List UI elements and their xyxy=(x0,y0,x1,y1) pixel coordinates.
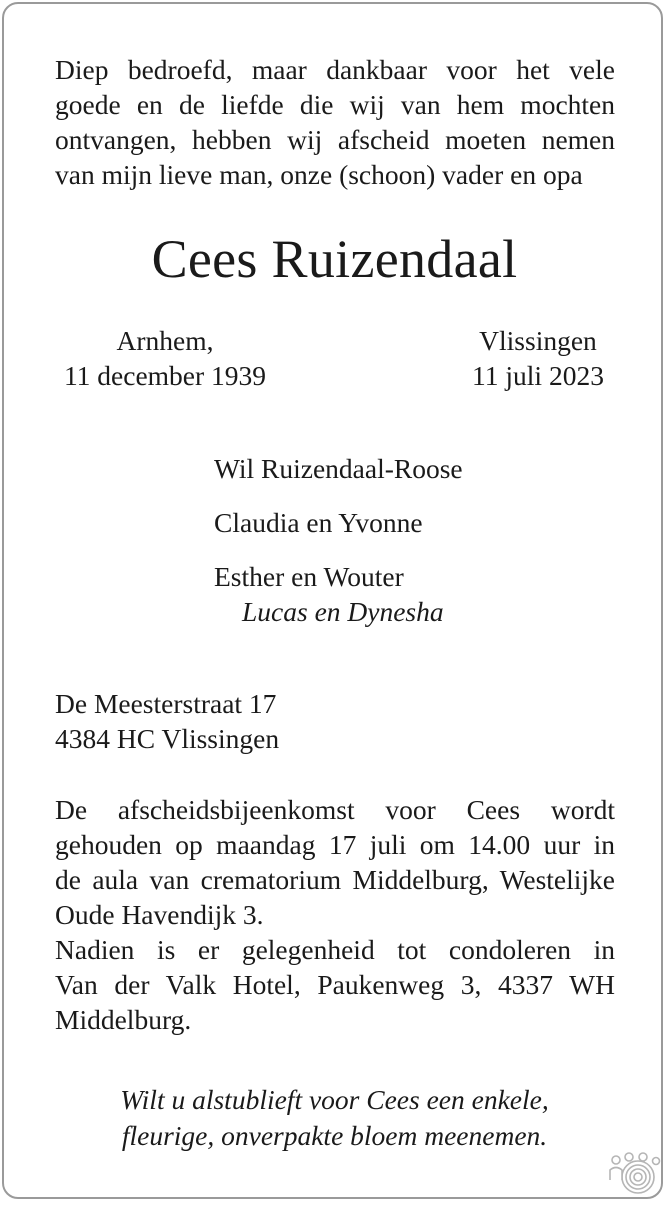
ceremony-paragraph xyxy=(55,792,615,1037)
family-spouse: Wil Ruizendaal-Roose xyxy=(214,453,463,484)
flower-request xyxy=(0,1082,669,1154)
ceremony-line: gehouden op maandag 17 juli om 14.00 uur in xyxy=(55,829,615,860)
intro-line: van mijn lieve man, onze (schoon) vader en opa xyxy=(55,159,583,190)
family-child: Esther en Wouter xyxy=(214,561,404,592)
death-block xyxy=(462,323,614,393)
ceremony-line: Middelburg. xyxy=(55,1004,192,1035)
family-list xyxy=(214,451,614,629)
birth-date: 11 december 1939 xyxy=(63,360,267,391)
ceremony-line: Nadien is er gelegenheid tot condoleren in xyxy=(55,934,615,965)
request-line: Wilt u alstublieft voor Cees een enkele, xyxy=(120,1084,549,1115)
address-postal-city: 4384 HC Vlissingen xyxy=(55,723,280,754)
family-grandchildren: Lucas en Dynesha xyxy=(242,596,444,627)
birth-place: Arnhem, xyxy=(116,325,214,356)
death-place: Vlissingen xyxy=(479,325,597,356)
ceremony-line: De afscheidsbijeenkomst voor Cees wordt xyxy=(55,794,615,825)
intro-line: goede en de liefde die wij van hem mochten xyxy=(55,89,615,120)
family-child: Claudia en Yvonne xyxy=(214,507,423,538)
ceremony-line: Van der Valk Hotel, Paukenweg 3, 4337 WH xyxy=(55,969,615,1000)
address-block xyxy=(55,686,555,756)
ceremony-line: Oude Havendijk 3. xyxy=(55,899,264,930)
intro-line: ontvangen, hebben wij afscheid moeten nemen xyxy=(55,124,615,155)
intro-paragraph xyxy=(55,52,615,192)
intro-line: Diep bedroefd, maar dankbaar voor het vele xyxy=(55,54,615,85)
birth-block xyxy=(55,323,275,393)
deceased-name: Cees Ruizendaal xyxy=(151,229,518,289)
request-line: fleurige, onverpakte bloem meenemen. xyxy=(121,1120,548,1151)
address-street: De Meesterstraat 17 xyxy=(55,688,277,719)
people-circle-logo-icon xyxy=(607,1150,663,1196)
ceremony-line: de aula van crematorium Middelburg, Westelijke xyxy=(55,864,615,895)
death-date: 11 juli 2023 xyxy=(472,360,604,391)
